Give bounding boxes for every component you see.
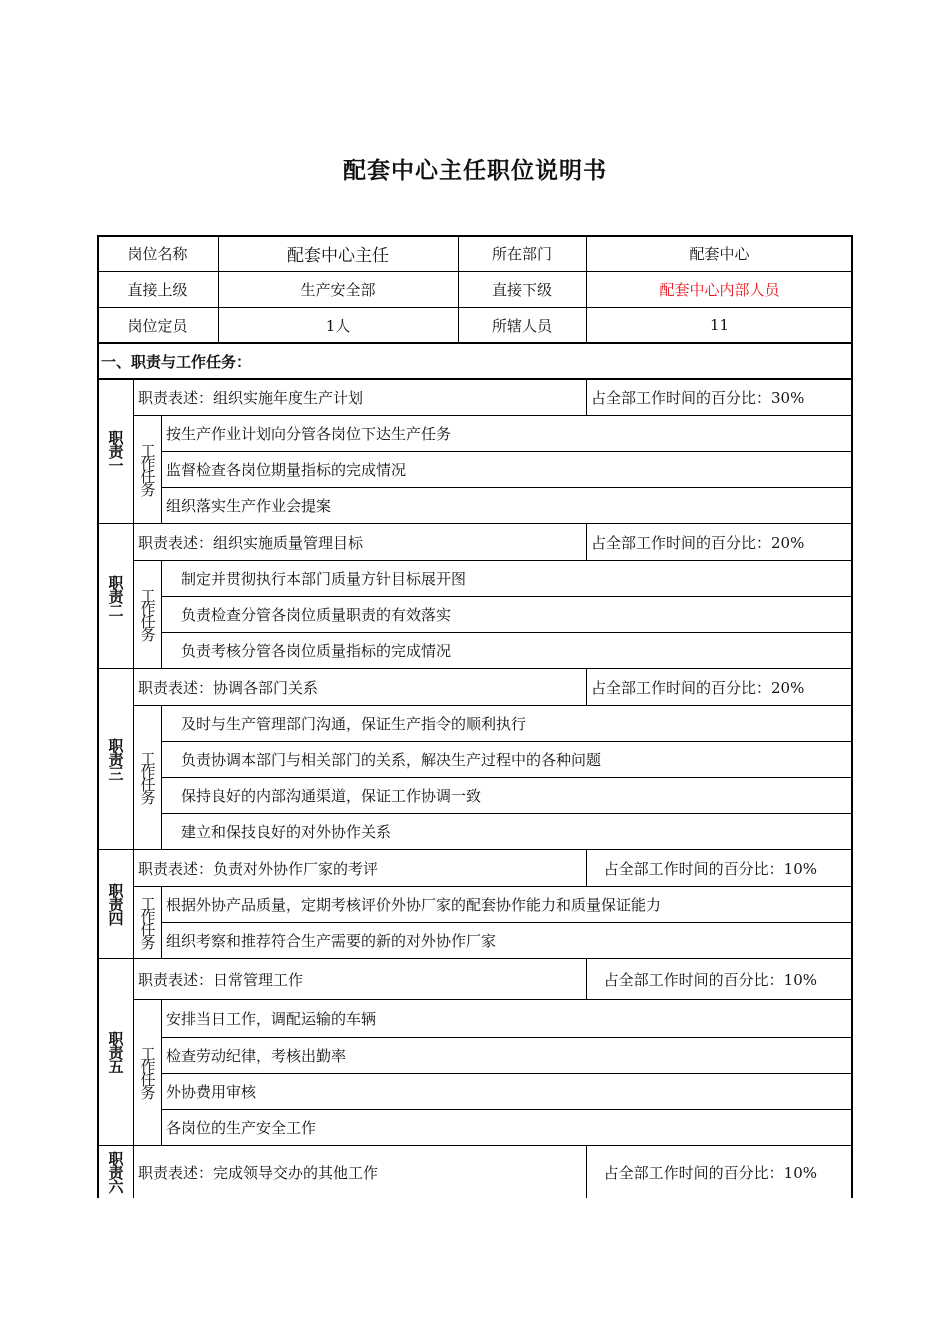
- table-rule: [586, 235, 587, 343]
- staff-value: 11: [709, 316, 730, 334]
- table-rule: [161, 560, 162, 668]
- duty-label: 职责五: [106, 1031, 125, 1073]
- table-rule: [97, 958, 853, 959]
- task-item: 组织落实生产作业会提案: [166, 496, 332, 515]
- task-item: 检查劳动纪律，考核出勤率: [166, 1046, 347, 1065]
- table-rule: [97, 342, 853, 344]
- table-rule: [161, 632, 853, 633]
- duty-time-share: 占全部工作时间的百分比：20%: [591, 678, 805, 697]
- table-rule: [586, 850, 587, 886]
- table-rule: [161, 813, 853, 814]
- table-rule: [97, 378, 853, 380]
- superior-value: 生产安全部: [300, 280, 376, 299]
- task-item: 保持良好的内部沟通渠道，保证工作协调一致: [181, 786, 482, 805]
- table-rule: [133, 999, 853, 1000]
- table-rule: [133, 415, 853, 416]
- table-rule: [161, 999, 162, 1145]
- table-rule: [161, 1109, 853, 1110]
- duty-description: 职责表述：组织实施质量管理目标: [138, 533, 364, 552]
- task-item: 及时与生产管理部门沟通，保证生产指令的顺利执行: [181, 714, 527, 733]
- table-rule: [97, 668, 853, 669]
- dept-value: 配套中心: [689, 244, 750, 263]
- table-rule: [97, 1145, 853, 1146]
- duty-label: 职责一: [106, 430, 125, 472]
- table-rule: [458, 235, 459, 343]
- position-value: 配套中心主任: [287, 245, 389, 266]
- table-rule: [97, 849, 853, 850]
- table-rule: [586, 379, 587, 415]
- headcount-value: 1人: [325, 316, 351, 335]
- table-rule: [161, 1073, 853, 1074]
- task-item: 各岗位的生产安全工作: [166, 1118, 317, 1137]
- duty-description: 职责表述：日常管理工作: [138, 970, 304, 989]
- duty-description: 职责表述：完成领导交办的其他工作: [138, 1163, 379, 1182]
- dept-label: 所在部门: [491, 244, 552, 263]
- duty-description: 职责表述：负责对外协作厂家的考评: [138, 859, 379, 878]
- duty-label: 职责二: [106, 575, 125, 617]
- table-rule: [161, 596, 853, 597]
- page-title: 配套中心主任职位说明书: [343, 158, 607, 184]
- table-rule: [161, 1037, 853, 1038]
- table-rule: [161, 922, 853, 923]
- table-rule: [133, 886, 853, 887]
- duty-description: 职责表述：协调各部门关系: [138, 678, 319, 697]
- duty-time-share: 占全部工作时间的百分比：10%: [603, 970, 817, 989]
- duty-label: 职责三: [106, 738, 125, 780]
- task-item: 安排当日工作，调配运输的车辆: [166, 1009, 377, 1028]
- table-rule: [161, 741, 853, 742]
- table-rule: [586, 959, 587, 999]
- headcount-label: 岗位定员: [127, 316, 188, 335]
- task-label: 工作任务: [138, 751, 157, 803]
- superior-label: 直接上级: [127, 280, 188, 299]
- duty-description: 职责表述：组织实施年度生产计划: [138, 388, 364, 407]
- table-rule: [97, 307, 853, 308]
- task-item: 制定并贯彻执行本部门质量方针目标展开图: [181, 569, 467, 588]
- table-border: [97, 235, 853, 237]
- task-item: 组织考察和推荐符合生产需要的新的对外协作厂家: [166, 931, 497, 950]
- table-rule: [586, 524, 587, 560]
- subordinate-value: 配套中心内部人员: [659, 280, 780, 299]
- table-rule: [161, 415, 162, 523]
- task-item: 负责协调本部门与相关部门的关系，解决生产过程中的各种问题: [181, 750, 602, 769]
- section-header: 一、职责与工作任务：: [101, 352, 252, 371]
- task-item: 按生产作业计划向分管各岗位下达生产任务: [166, 424, 452, 443]
- table-rule: [161, 777, 853, 778]
- task-item: 建立和保技良好的对外协作关系: [181, 822, 392, 841]
- table-rule: [133, 560, 853, 561]
- table-rule: [133, 705, 853, 706]
- task-item: 根据外协产品质量，定期考核评价外协厂家的配套协作能力和质量保证能力: [166, 895, 662, 914]
- table-rule: [586, 1146, 587, 1198]
- duty-time-share: 占全部工作时间的百分比：10%: [603, 1163, 817, 1182]
- table-rule: [218, 235, 219, 343]
- duty-time-share: 占全部工作时间的百分比：30%: [591, 388, 805, 407]
- table-rule: [161, 487, 853, 488]
- table-rule: [97, 523, 853, 524]
- task-item: 外协费用审核: [166, 1082, 257, 1101]
- task-label: 工作任务: [138, 1046, 157, 1098]
- duty-time-share: 占全部工作时间的百分比：20%: [591, 533, 805, 552]
- table-rule: [586, 669, 587, 705]
- task-label: 工作任务: [138, 896, 157, 948]
- duty-label: 职责四: [106, 883, 125, 925]
- task-label: 工作任务: [138, 443, 157, 495]
- staff-label: 所辖人员: [491, 316, 552, 335]
- task-item: 负责考核分管各岗位质量指标的完成情况: [181, 641, 452, 660]
- table-rule: [133, 379, 134, 1198]
- task-label: 工作任务: [138, 588, 157, 640]
- task-item: 监督检查各岗位期量指标的完成情况: [166, 460, 407, 479]
- table-rule: [97, 271, 853, 272]
- subordinate-label: 直接下级: [491, 280, 552, 299]
- duty-time-share: 占全部工作时间的百分比：10%: [603, 859, 817, 878]
- duty-label: 职责六: [106, 1151, 125, 1193]
- task-item: 负责检查分管各岗位质量职责的有效落实: [181, 605, 452, 624]
- table-rule: [161, 451, 853, 452]
- position-label: 岗位名称: [127, 244, 188, 263]
